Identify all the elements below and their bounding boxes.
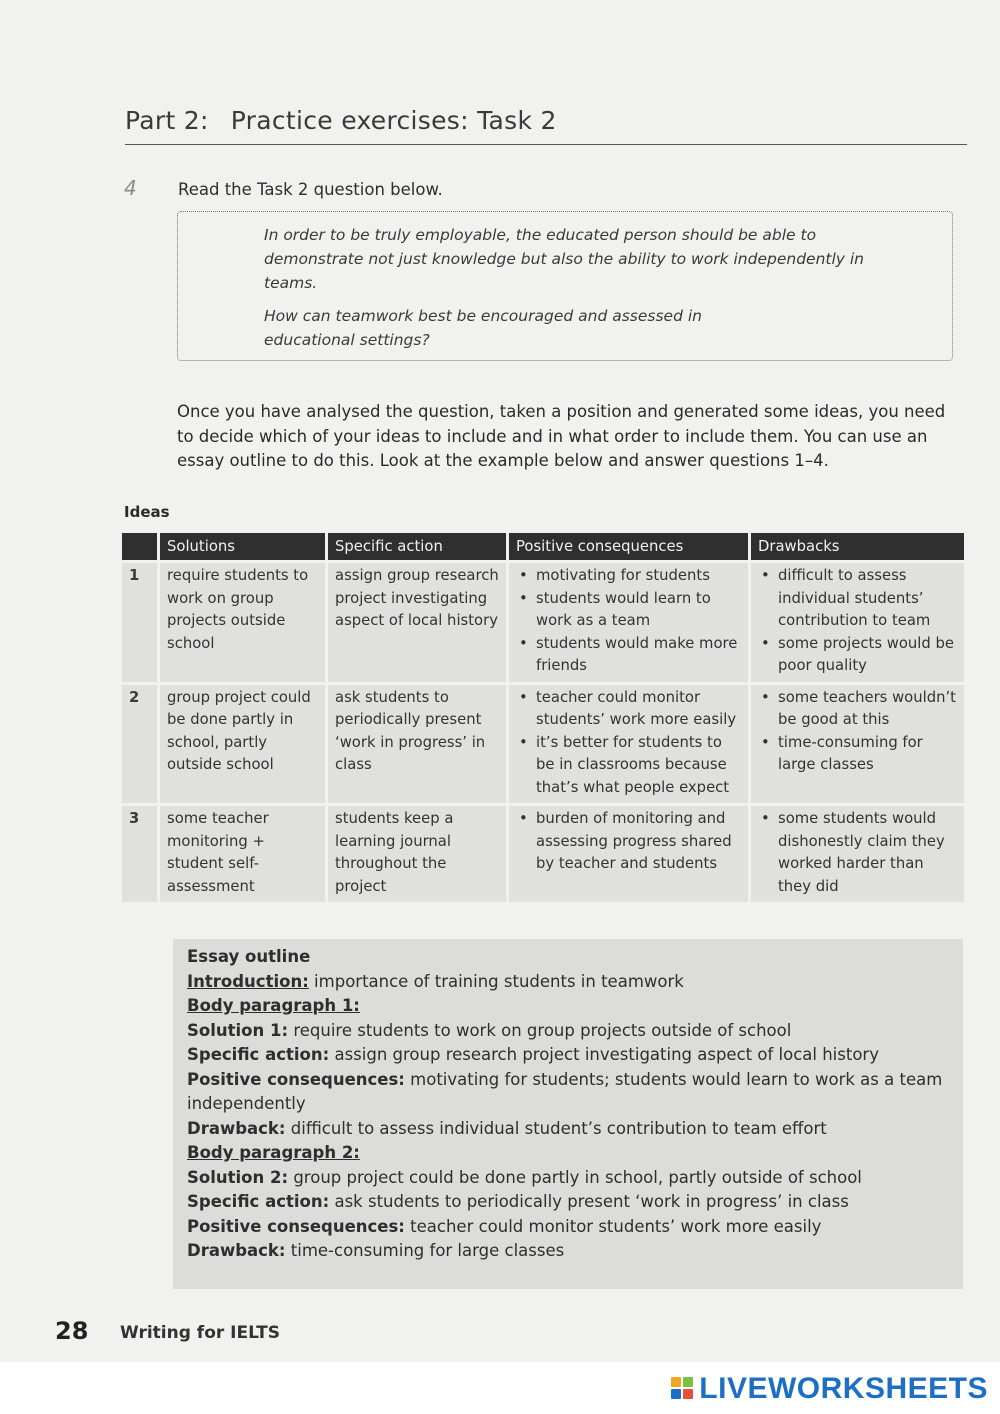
header-blank [122,533,160,560]
positive-item: • burden of monitoring and assessing progress shared by teacher and students [516,808,741,876]
liveworksheets-logo[interactable] [671,1372,988,1406]
heading-rule [125,144,967,145]
outline-body2-heading: Body paragraph 2: [187,1143,360,1162]
outline-body2-solution: Solution 2: group project could be done partly in school, partly outside of school [187,1167,862,1187]
essay-outline-box [173,939,963,1289]
outline-body1-positive: Positive consequences: motivating for students; students would learn to work as a team independently [187,1069,943,1113]
page-number: 28 [55,1317,89,1345]
ideas-table [122,533,964,902]
positives-cell [509,560,751,682]
exercise-number: 4 [124,176,137,200]
outline-body2-action: Specific action: ask students to periodically present ‘work in progress’ in class [187,1192,849,1211]
outline-body2-drawback: Drawback: time-consuming for large classes [187,1241,565,1260]
outline-body1-drawback: Drawback: difficult to assess individual student’s contribution to team effort [187,1118,827,1138]
action-cell: assign group research project investigating aspect of local history [328,560,509,682]
drawback-item: • some teachers wouldn’t be good at this [758,687,957,732]
positive-item: • motivating for students [516,565,741,588]
drawbacks-cell [751,803,964,902]
outline-title: Essay outline [187,947,311,966]
header-specific-action: Specific action [328,533,509,560]
header-solutions: Solutions [160,533,328,560]
table-header-row [122,533,964,560]
positive-item: • students would make more friends [516,633,741,678]
question-paragraph-2: How can teamwork best be encouraged and assessed in educational settings? [264,307,702,349]
outline-body2-positive: Positive consequences: teacher could monitor students’ work more easily [187,1216,822,1236]
positive-item: • teacher could monitor students’ work more easily [516,687,741,732]
positives-cell [509,682,751,804]
header-positive-consequences: Positive consequences [509,533,751,560]
solution-cell: require students to work on group projects outside school [160,560,328,682]
row-number: 2 [122,682,160,804]
book-title: Writing for IELTS [120,1323,280,1343]
drawbacks-cell [751,682,964,804]
action-cell: ask students to periodically present ‘work in progress’ in class [328,682,509,804]
positive-item: • it’s better for students to be in classrooms because that’s what people expect [516,732,741,800]
task-question-box [177,211,953,361]
liveworksheets-logo-icon [671,1377,695,1401]
table-row [122,803,964,902]
outline-body1-heading: Body paragraph 1: [187,996,360,1015]
exercise-instruction: Read the Task 2 question below. [178,180,443,199]
outline-body1-solution: Solution 1: require students to work on group projects outside of school [187,1020,792,1040]
liveworksheets-wordmark: LIVEWORKSHEETS [699,1372,988,1405]
part-title: Practice exercises: Task 2 [230,106,557,135]
instruction-paragraph: Once you have analysed the question, taken a position and generated some ideas, you need to decide which of your ideas to include and in what order to include them. You can use an essay outline to do this. Look at the example below and answer questions 1–4. [177,402,946,471]
drawback-item: • some projects would be poor quality [758,633,957,678]
part-number: Part 2: [125,106,209,135]
table-row [122,682,964,804]
row-number: 1 [122,560,160,682]
drawback-item: • difficult to assess individual students’ contribution to team [758,565,957,633]
solution-cell: group project could be done partly in school, partly outside school [160,682,328,804]
positive-item: • students would learn to work as a team [516,588,741,633]
drawbacks-cell [751,560,964,682]
header-drawbacks: Drawbacks [751,533,964,560]
drawback-item: • time-consuming for large classes [758,732,957,777]
question-paragraph-1: In order to be truly employable, the educated person should be able to demonstrate not just knowledge but also the ability to work independently in teams. [264,226,865,292]
solution-cell: some teacher monitoring + student self-assessment [160,803,328,902]
action-cell: students keep a learning journal throughout the project [328,803,509,902]
drawback-item: • some students would dishonestly claim they worked harder than they did [758,808,957,898]
part-heading [125,106,557,135]
ideas-label: Ideas [124,503,170,521]
outline-body1-action: Specific action: assign group research project investigating aspect of local history [187,1045,879,1064]
outline-introduction: Introduction: importance of training students in teamwork [187,971,684,991]
row-number: 3 [122,803,160,902]
positives-cell [509,803,751,902]
table-row [122,560,964,682]
